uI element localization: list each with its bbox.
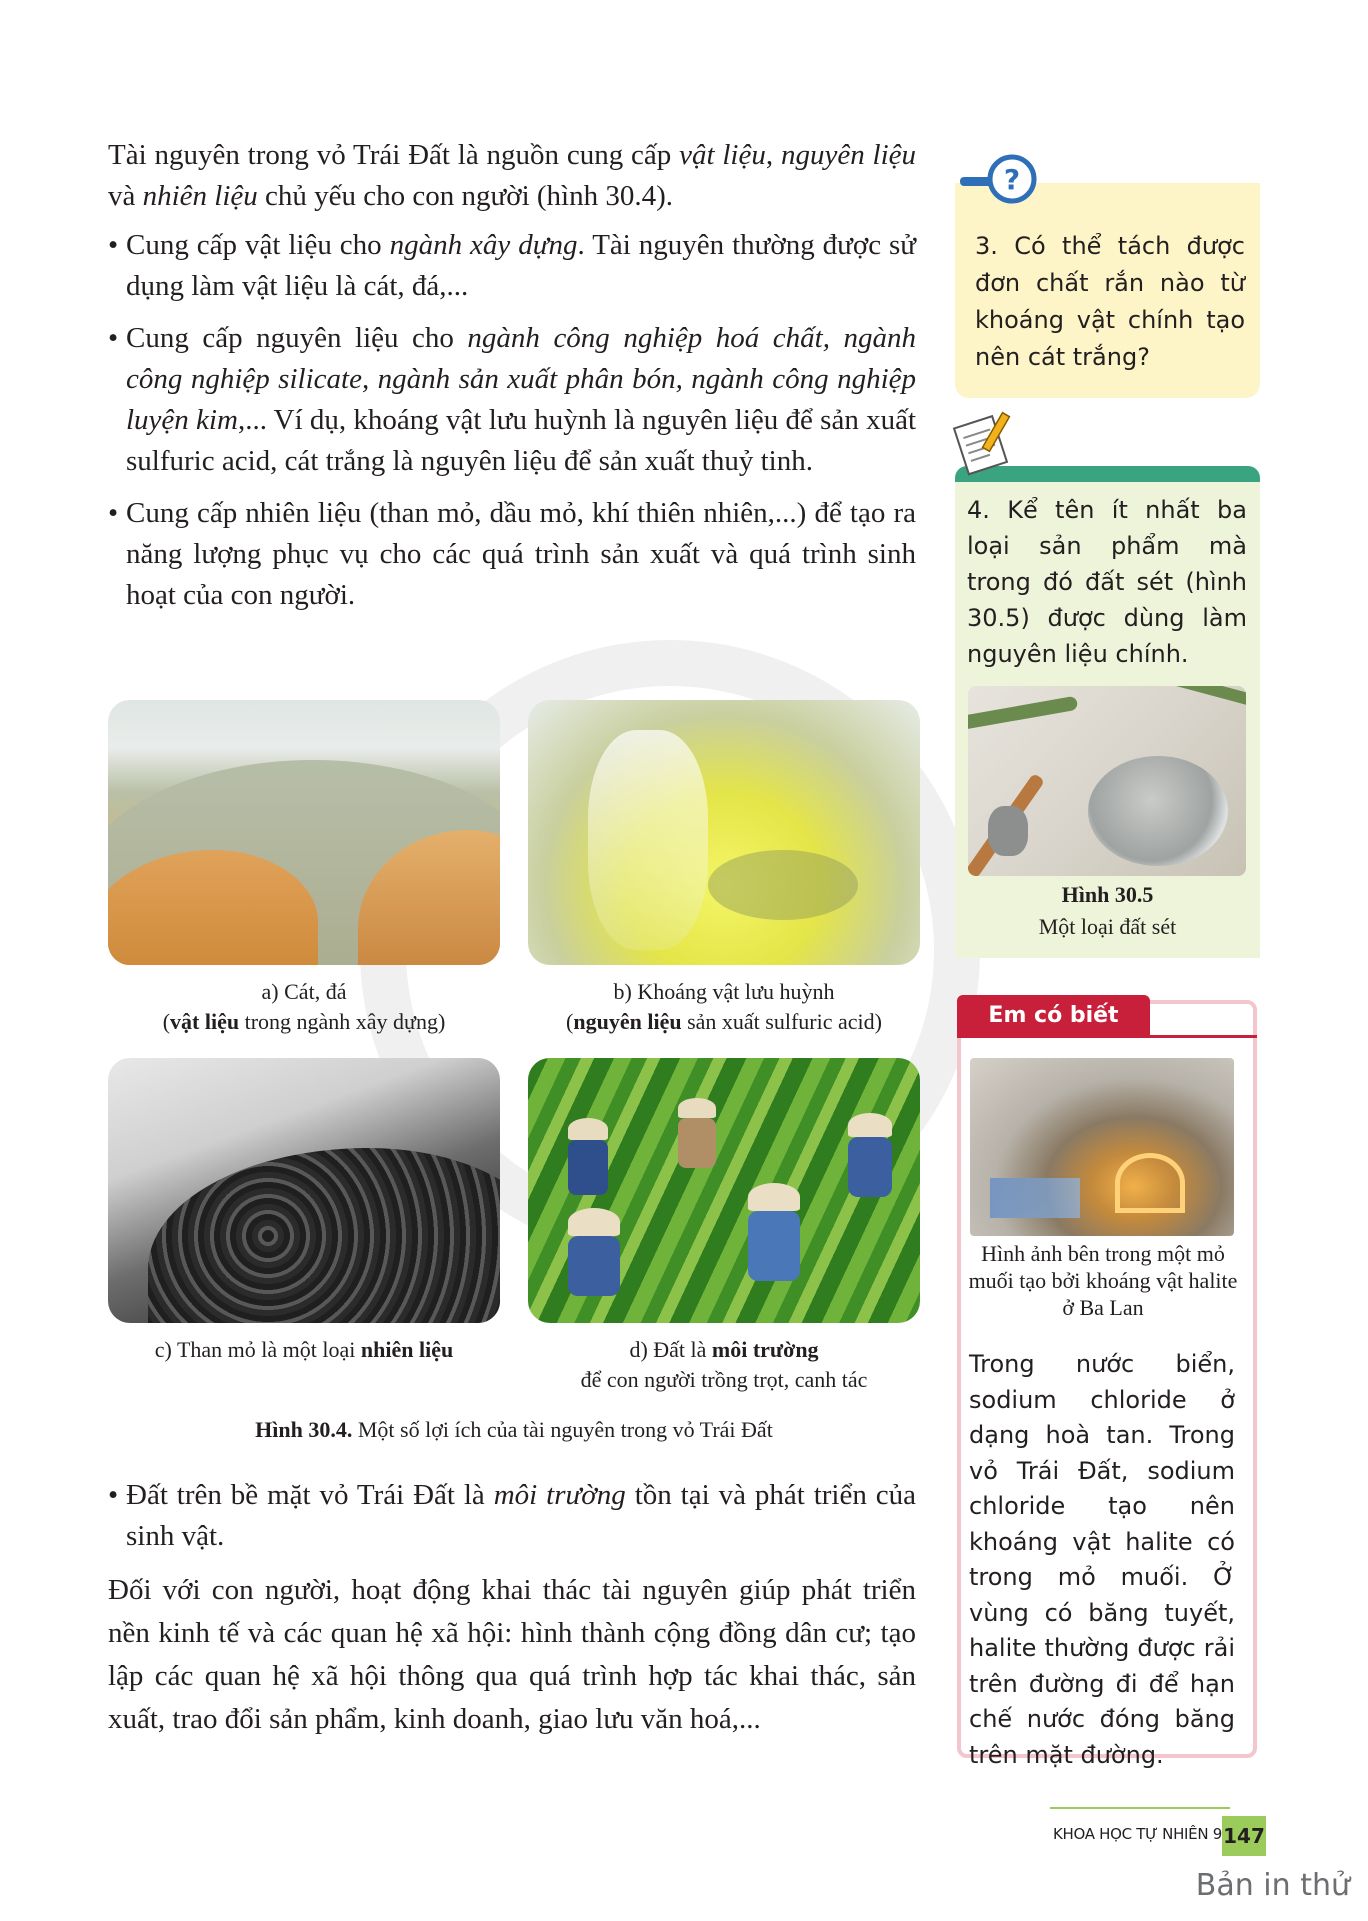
photo-sand-stone bbox=[108, 700, 500, 965]
bullet-construction bbox=[108, 225, 916, 307]
intro-em-materials: vật liệu bbox=[679, 139, 766, 171]
footer-page-number: 147 bbox=[1222, 1816, 1266, 1856]
photo-coal bbox=[108, 1058, 500, 1323]
caption-c bbox=[108, 1335, 500, 1365]
bullet1-post: . Tài nguyên thường được sử dụng làm vật liệu là cát, đá,... bbox=[126, 229, 917, 302]
caption-a-line2 bbox=[108, 1007, 500, 1037]
figure-30-5-title: Hình 30.5 bbox=[1061, 882, 1154, 907]
caption-a-open: ( bbox=[162, 1009, 171, 1034]
bullet3-text: Cung cấp nhiên liệu (than mỏ, dầu mỏ, khí thiên nhiên,...) để tạo ra năng lượng phục vụ cho các quá trình sản xuất và quá trình sinh hoạt của con người. bbox=[126, 497, 916, 611]
photo-salt-mine bbox=[970, 1058, 1234, 1236]
main-text-bottom bbox=[108, 1475, 916, 1741]
caption-b-line2 bbox=[528, 1007, 920, 1037]
photo-sulfur-mineral bbox=[528, 700, 920, 965]
caption-d-line1 bbox=[528, 1335, 920, 1365]
question-4-text: 4. Kể tên ít nhất ba loại sản phẩm mà trong đó đất sét (hình 30.5) được dùng làm nguyên liệu chính. bbox=[967, 496, 1247, 668]
figure-30-4-title bbox=[108, 1415, 920, 1445]
intro-text: Tài nguyên trong vỏ Trái Đất là nguồn cung cấp bbox=[108, 139, 680, 171]
caption-a-rest: trong ngành xây dựng) bbox=[239, 1009, 446, 1034]
svg-text:?: ? bbox=[1003, 163, 1021, 196]
intro-mid: và bbox=[108, 180, 143, 212]
did-you-know-body: Trong nước biển, sodium chloride ở dạng hoà tan. Trong vỏ Trái Đất, sodium chloride tạo nên khoáng vật halite có trong mỏ muối. Ở vùng có băng tuyết, halite thường được rải trên đường đi để hạn chế nước đóng băng trên mặt đường. bbox=[969, 1350, 1235, 1769]
caption-c-bold: nhiên liệu bbox=[360, 1337, 454, 1362]
intro-em-raw: nguyên liệu bbox=[780, 139, 917, 171]
bullet4-em: môi trường bbox=[493, 1479, 626, 1511]
caption-b-open: ( bbox=[566, 1009, 574, 1034]
salt-mine-caption: Hình ảnh bên trong một mỏ muối tạo bởi khoáng vật halite ở Ba Lan bbox=[968, 1241, 1238, 1320]
bullet-raw-materials bbox=[108, 318, 916, 482]
caption-d-pre: d) Đất là bbox=[629, 1337, 712, 1362]
intro-paragraph bbox=[108, 135, 916, 217]
intro-post: chủ yếu cho con người (hình 30.4). bbox=[257, 180, 674, 212]
photo-farmers-field bbox=[528, 1058, 920, 1323]
bullet4-post: tồn tại và phát triển của sinh vật. bbox=[126, 1479, 917, 1552]
draft-stamp: Bản in thử bbox=[1195, 1868, 1350, 1903]
footer-book-title: KHOA HỌC TỰ NHIÊN 9 bbox=[1052, 1825, 1222, 1843]
caption-d bbox=[528, 1335, 920, 1395]
figure-30-4-label: Hình 30.4. bbox=[255, 1417, 353, 1442]
caption-d-bold: môi trường bbox=[711, 1337, 819, 1362]
caption-b-line1: b) Khoáng vật lưu huỳnh bbox=[613, 979, 835, 1004]
caption-b-bold: nguyên liệu bbox=[573, 1009, 682, 1034]
magnifier-question-icon bbox=[958, 150, 1038, 206]
notepad-pencil-icon bbox=[950, 408, 1018, 478]
caption-d-line2: để con người trồng trọt, canh tác bbox=[580, 1367, 868, 1392]
main-text-top bbox=[108, 135, 916, 616]
photo-clay bbox=[968, 686, 1246, 876]
caption-a bbox=[108, 977, 500, 1037]
bullet1-pre: Cung cấp vật liệu cho bbox=[126, 229, 390, 261]
caption-a-line1: a) Cát, đá bbox=[261, 979, 347, 1004]
bullet2-pre: Cung cấp nguyên liệu cho bbox=[126, 322, 468, 354]
closing-paragraph: Đối với con người, hoạt động khai thác tài nguyên giúp phát triển nền kinh tế và các quan hệ xã hội: hình thành cộng đồng dân cư; tạo lập các quan hệ xã hội thông qua quá trình hợp tác khai thác, sản xuất, trao đổi sản phẩm, kinh doanh, giao lưu văn hoá,... bbox=[108, 1574, 916, 1735]
caption-b-rest: sản xuất sulfuric acid) bbox=[681, 1009, 882, 1034]
caption-b bbox=[528, 977, 920, 1037]
bullet-soil bbox=[108, 1475, 916, 1557]
figure-30-4-text: Một số lợi ích của tài nguyên trong vỏ Trái Đất bbox=[352, 1417, 773, 1442]
caption-a-bold: vật liệu bbox=[170, 1009, 240, 1034]
bullet4-pre: Đất trên bề mặt vỏ Trái Đất là bbox=[126, 1479, 494, 1511]
bullet-fuel bbox=[108, 493, 916, 616]
figure-30-5-caption: Một loại đất sét bbox=[1038, 914, 1177, 939]
question-3-text: 3. Có thể tách được đơn chất rắn nào từ khoáng vật chính tạo nên cát trắng? bbox=[975, 232, 1245, 371]
intro-sep: , bbox=[765, 139, 781, 171]
bullet2-post: ,... Ví dụ, khoáng vật lưu huỳnh là nguyên liệu để sản xuất sulfuric acid, cát trắng là nguyên liệu để sản xuất thuỷ tinh. bbox=[126, 404, 917, 477]
bullet1-em: ngành xây dựng bbox=[389, 229, 578, 261]
intro-em-fuel: nhiên liệu bbox=[142, 180, 258, 212]
footer-rule bbox=[1050, 1807, 1230, 1809]
caption-c-pre: c) Than mỏ là một loại bbox=[154, 1337, 361, 1362]
did-you-know-header: Em có biết bbox=[957, 995, 1150, 1037]
bullet2-em: ngành công nghiệp hoá chất, ngành công nghiệp silicate, ngành sản xuất phân bón, ngành công nghiệp luyện kim bbox=[126, 322, 916, 436]
